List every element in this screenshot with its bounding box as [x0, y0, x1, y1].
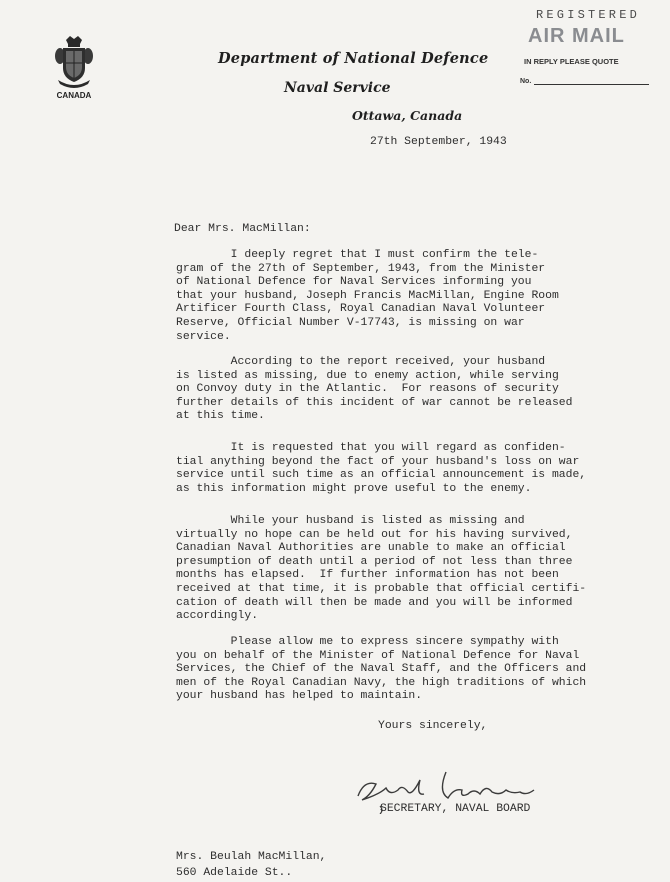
paragraph-5: Please allow me to express sincere sympathy with you on behalf of the Minister of National Defence for Naval Services, the Chief of the Naval Staff, and the Officers and men of the Royal Canadian Navy, the high traditions of which your husband has helped to maintain. [176, 636, 587, 703]
department-heading: Department of National Defence [218, 50, 489, 67]
service-heading: Naval Service [284, 80, 391, 96]
crest-label: CANADA [56, 91, 92, 100]
reference-number-line [520, 78, 650, 88]
paragraph-1: I deeply regret that I must confirm the tele- gram of the 27th of September, 1943, from the Minister of National Defence for Naval Services informing you that your husband, Joseph Francis MacMillan, Engine Room Artificer Fourth Class, Royal Canadian Naval Volunteer Reserve, Official Number V-17743, is missing on war service. [176, 249, 559, 343]
city-heading: Ottawa, Canada [352, 108, 463, 123]
reference-number-rule [534, 84, 649, 85]
reply-note: IN REPLY PLEASE QUOTE [524, 57, 619, 66]
registered-stamp: REGISTERED [536, 8, 641, 22]
salutation: Dear Mrs. MacMillan: [174, 223, 311, 235]
reference-number-label: No. [520, 78, 532, 85]
paragraph-4: While your husband is listed as missing and virtually no hope can be held out for his having survived, Canadian Naval Authorities are unable to make an official presumption of death until a period of not less than three months has elapsed. If further information has not been received at that time, it is probable that official certifi- cation of death will then be made and you will be informed accordingly. [176, 515, 587, 623]
air-mail-stamp: AIR MAIL [528, 25, 625, 47]
canada-crest-icon [54, 34, 94, 92]
letter-date: 27th September, 1943 [370, 136, 507, 148]
closing: Yours sincerely, [378, 720, 488, 732]
paragraph-2: According to the report received, your husband is listed as missing, due to enemy action, while serving on Convoy duty in the Atlantic. For reasons of security further details of this incident of war cannot be released at this time. [176, 356, 573, 423]
paragraph-3: It is requested that you will regard as confiden- tial anything beyond the fact of your husband's loss on war service until such time as an official announcement is made, as this information might prove useful to the enemy. [176, 442, 587, 495]
recipient-address: Mrs. Beulah MacMillan, 560 Adelaide St.. [176, 851, 327, 879]
signer-title: SECRETARY, NAVAL BOARD [380, 803, 531, 815]
